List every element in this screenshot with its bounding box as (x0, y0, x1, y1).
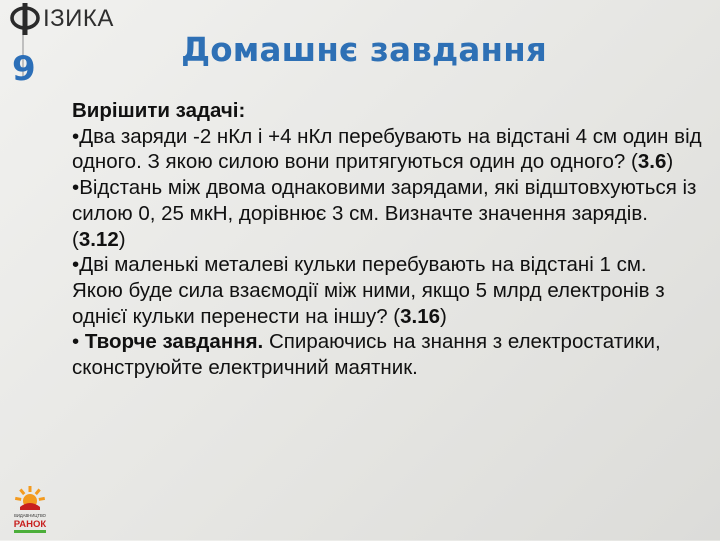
subject-name: ІЗИКА (43, 5, 114, 32)
task-item: •Два заряди -2 нКл і +4 нКл перебувають на відстані 4 см один від одного. З якою силою вони притягуються один до одного? (3.6) (72, 124, 702, 174)
creative-label: Творче завдання. (84, 330, 264, 354)
homework-content (72, 98, 702, 381)
creative-task: • Творче завдання. Спираючись на знання з електростатики, сконструюйте електричний маятник. (72, 330, 661, 380)
task-ref: 3.12 (78, 227, 119, 251)
publisher-caption: ВИДАВНИЦТВО (14, 513, 46, 518)
publisher-name: РАНОК (13, 519, 47, 530)
task-item: •Відстань між двома однаковими зарядами, які відштовхуються із силою 0, 25 мкН, дорівнює 3 см. Визначте значення зарядів. (3.12) (72, 176, 697, 251)
task-ref: 3.16 (400, 304, 441, 328)
task-ref: 3.6 (637, 150, 667, 174)
task-item: •Дві маленькі металеві кульки перебувають на відстані 1 см. Якою буде сила взаємодії між ними, якщо 5 млрд електронів з однієї кульки перенести на іншу? (3.16) (72, 253, 665, 328)
grade-number: 9 (12, 49, 36, 89)
intro-line: Вирішити задачі: (72, 99, 246, 122)
page-title: Домашнє завдання (181, 31, 547, 69)
publisher-logo (8, 484, 52, 536)
